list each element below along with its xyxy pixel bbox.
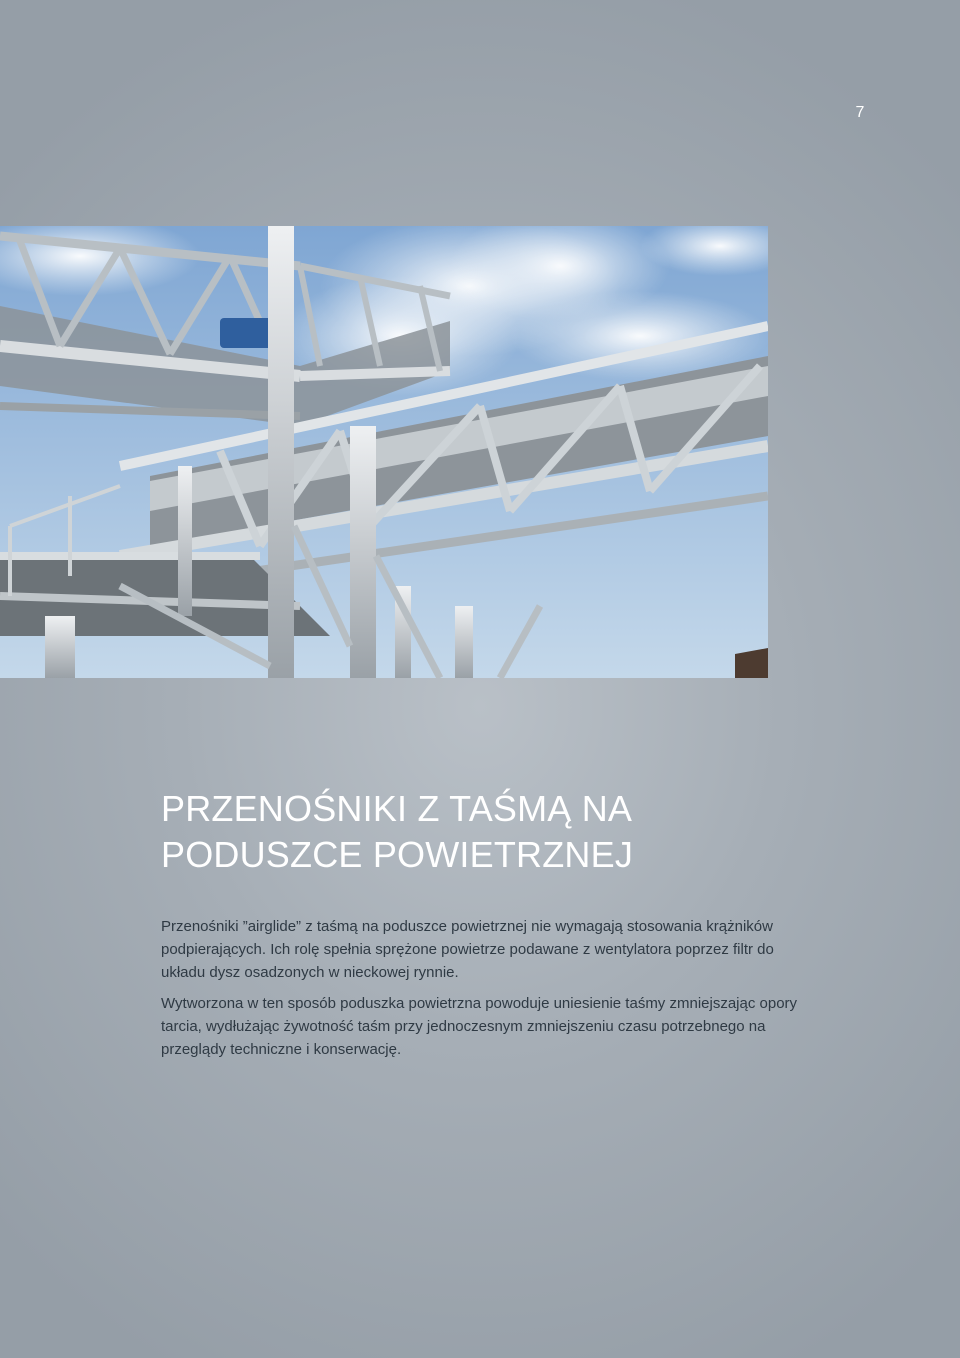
title-line-1: PRZENOŚNIKI Z TAŚMĄ NA <box>161 788 633 829</box>
title-line-2: PODUSZCE POWIETRZNEJ <box>161 834 634 875</box>
paragraph-1: Przenośniki ”airglide” z taśmą na poduszce powietrznej nie wymagają stosowania krążników podpierających. Ich rolę spełnia sprężone powietrze podawane z wentylatora poprzez filtr do układu dysz osadzonych w nieckowej rynnie. <box>161 918 774 981</box>
conveyor-truss-illustration <box>0 226 768 678</box>
page-title <box>161 786 761 878</box>
article-body <box>161 915 801 1069</box>
page-number: 7 <box>855 104 865 121</box>
conveyor-truss-photo <box>0 226 768 678</box>
motor-unit <box>220 318 272 348</box>
paragraph-2: Wytworzona w ten sposób poduszka powietrzna powoduje uniesienie taśmy zmniejszając opory tarcia, wydłużając żywotność taśm przy jednoczesnym zmniejszeniu czasu potrzebnego na przeglądy techniczne i konserwację. <box>161 995 798 1058</box>
